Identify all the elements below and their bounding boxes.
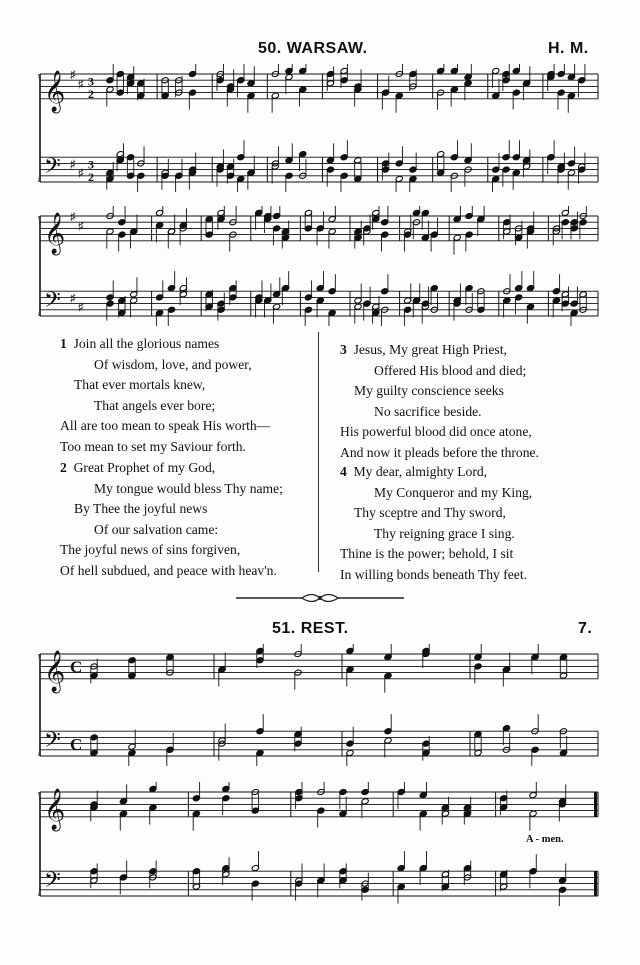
svg-text:2: 2	[88, 170, 94, 184]
verse-number: 1	[60, 336, 67, 351]
verse-line: The joyful news of sins forgiven,	[60, 542, 241, 558]
verse-3	[340, 340, 539, 464]
music-staff-system	[38, 64, 600, 192]
hymn-50-title: 50. WARSAW.	[258, 40, 368, 57]
verse-line: Of our salvation came:	[94, 521, 219, 537]
verse-line: Offered His blood and died;	[374, 362, 527, 378]
svg-text:C: C	[70, 657, 83, 677]
verse-line: In willing bonds beneath Thy feet.	[340, 566, 528, 582]
svg-text:2: 2	[88, 86, 94, 101]
verse-line: Thy sceptre and Thy sword,	[354, 505, 506, 521]
verse-number: 4	[340, 464, 347, 479]
verse-line: By Thee the joyful news	[74, 501, 208, 517]
verse-number: 3	[340, 342, 347, 357]
svg-text:3: 3	[88, 157, 94, 172]
verse-1	[60, 334, 270, 458]
hymn-51-meter: 7.	[578, 620, 593, 637]
svg-text:♯: ♯	[78, 301, 84, 314]
treble-clef-icon: 𝄞	[44, 70, 66, 112]
verse-line: My guilty conscience seeks	[354, 383, 504, 399]
music-staff-system	[38, 782, 600, 906]
verse-line: My tongue would bless Thy name;	[94, 480, 283, 496]
svg-text:♯: ♯	[70, 158, 76, 171]
bass-clef-icon: 𝄢	[44, 728, 61, 759]
bass-clef-icon: 𝄢	[44, 154, 61, 185]
bass-clef-icon: 𝄢	[44, 288, 61, 319]
hymn-51-score-system-1	[38, 644, 600, 766]
verse-line: All are too mean to speak His worth—	[60, 418, 271, 434]
svg-text:3: 3	[88, 74, 94, 89]
verse-line: Thy reigning grace I sing.	[374, 525, 515, 541]
music-staff-system	[38, 644, 600, 766]
svg-text:♯: ♯	[78, 220, 84, 233]
verse-line: My Conqueror and my King,	[374, 484, 533, 500]
treble-clef-icon: 𝄞	[44, 788, 66, 830]
treble-clef-icon: 𝄞	[44, 212, 66, 254]
bass-clef-icon: 𝄢	[44, 868, 61, 899]
verse-line: Of wisdom, love, and power,	[94, 356, 252, 372]
hymn-50-score-system-1	[38, 64, 600, 192]
ornamental-rule-icon	[232, 590, 408, 611]
column-divider	[318, 332, 319, 572]
verse-line: And now it pleads before the throne.	[340, 444, 539, 460]
hymn-51-title: 51. REST.	[272, 620, 349, 637]
verse-line: That angels ever bore;	[94, 397, 216, 413]
verse-line: No sacrifice beside.	[374, 403, 482, 419]
svg-text:C: C	[70, 734, 83, 754]
verse-number: 2	[60, 460, 67, 475]
verse-2	[60, 458, 283, 582]
svg-text:♯: ♯	[70, 69, 76, 81]
svg-text:♯: ♯	[70, 292, 76, 305]
verse-line: Thine is the power; behold, I sit	[340, 546, 514, 562]
verse-line: Of hell subdued, and peace with heav'n.	[60, 562, 277, 578]
hymn-51-score-system-2	[38, 782, 600, 906]
treble-clef-icon: 𝄞	[44, 650, 66, 692]
verse-line: 2 Great Prophet of my God,	[60, 460, 216, 475]
verse-line: That ever mortals knew,	[74, 377, 206, 393]
svg-text:♯: ♯	[78, 167, 84, 180]
music-staff-system	[38, 206, 600, 326]
svg-text:♯: ♯	[78, 78, 84, 91]
verse-line: His powerful blood did once atone,	[340, 424, 532, 440]
hymn-50-meter: H. M.	[548, 40, 589, 57]
verse-4	[340, 462, 532, 586]
hymn-50-score-system-2	[38, 206, 600, 326]
amen-lyric: A - men.	[526, 834, 564, 845]
verse-line: 1 Join all the glorious names	[60, 336, 220, 351]
verse-line: Too mean to set my Saviour forth.	[60, 438, 246, 454]
verse-line: 3 Jesus, My great High Priest,	[340, 342, 507, 357]
verse-line: 4 My dear, almighty Lord,	[340, 464, 488, 479]
svg-text:♯: ♯	[70, 211, 76, 223]
